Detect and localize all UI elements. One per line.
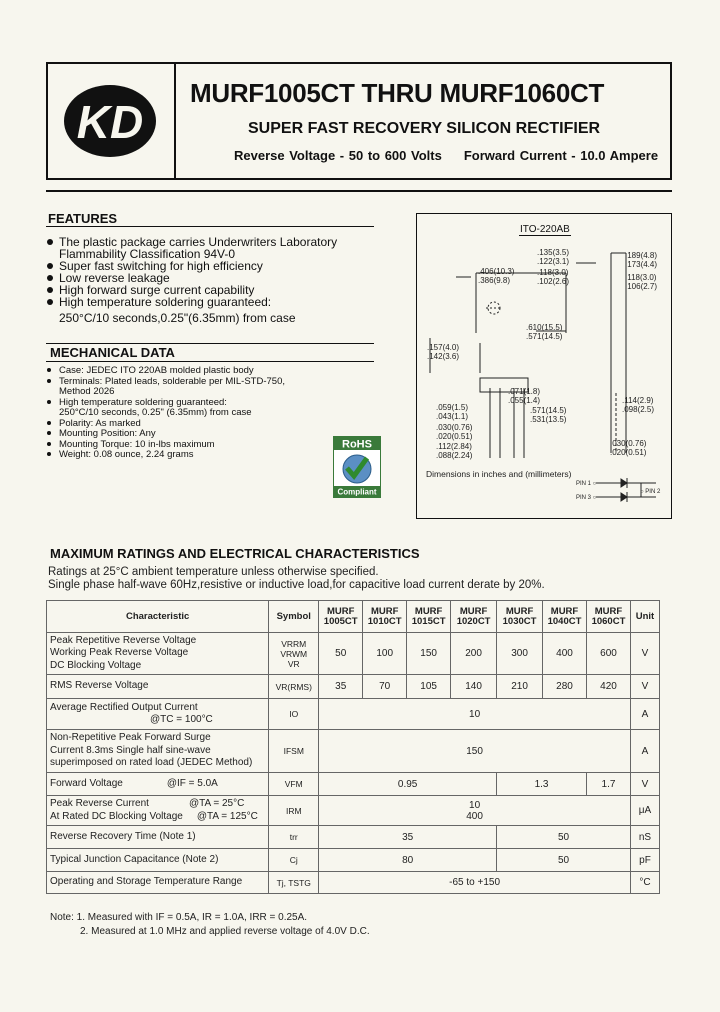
dim-label: .118(3.0) .106(2.7) [625, 273, 658, 291]
dim-label: .571(14.5) .531(13.5) [530, 406, 567, 424]
table-row: RMS Reverse Voltage VR(RMS) 35 70 105 140 210 280 420 V [47, 675, 660, 699]
mechanical-item: Mounting Torque: 10 in-lbs maximum [47, 440, 337, 451]
dim-label: .610(15.5) .571(14.5) [526, 323, 563, 341]
features-rule [46, 226, 374, 227]
ratings-conditions: Ratings at 25°C ambient temperature unless otherwise specified. Single phase half-wave 60Hz,resistive or inductive load,for capacitive load current derate by 20%. [48, 566, 545, 591]
header-divider [46, 190, 672, 192]
pin-label: PIN 3 ○ [576, 495, 597, 501]
logo-cell [48, 64, 176, 178]
dim-label: .030(0.76) .020(0.51) [610, 439, 647, 457]
col-part: MURF 1005CT [319, 601, 363, 633]
col-part: MURF 1030CT [497, 601, 543, 633]
kd-logo [48, 64, 174, 178]
ratings-title: MAXIMUM RATINGS AND ELECTRICAL CHARACTERISTICS [50, 546, 420, 561]
features-section [47, 236, 387, 328]
col-part: MURF 1040CT [543, 601, 587, 633]
dimensions-caption: Dimensions in inches and (millimeters) [426, 469, 572, 479]
dim-label: .071(1.8) .055(1.4) [508, 387, 541, 405]
table-row: Average Rectified Output Current @TC = 100°C IO 10 A [47, 699, 660, 730]
dim-label: .135(3.5) .122(3.1) [537, 248, 570, 266]
header-box [46, 62, 672, 180]
feature-item: High temperature soldering guaranteed: 250°C/10 seconds,0.25"(6.35mm) from case [47, 296, 387, 328]
col-part: MURF 1060CT [587, 601, 631, 633]
feature-item: High forward surge current capability [47, 284, 387, 296]
logo-text: KD [76, 96, 144, 148]
feature-item: The plastic package carries Underwriters Laboratory Flammability Classification 94V-0 [47, 236, 387, 260]
col-part: MURF 1015CT [407, 601, 451, 633]
headline-ratings [234, 148, 658, 163]
svg-text:Compliant: Compliant [337, 487, 377, 497]
mechanical-item: Weight: 0.08 ounce, 2.24 grams [47, 450, 337, 461]
reverse-voltage-range: Reverse Voltage - 50 to 600 Volts [234, 148, 442, 163]
dim-label: .189(4.8) .173(4.4) [625, 251, 658, 269]
table-row: Operating and Storage Temperature Range Tj, TSTG -65 to +150 °C [47, 872, 660, 894]
note-1: Note: 1. Measured with IF = 0.5A, IR = 1.0A, IRR = 0.25A. [50, 912, 308, 923]
note-2: 2. Measured at 1.0 MHz and applied reverse voltage of 4.0V D.C. [80, 926, 370, 937]
pin-label: ○ PIN 2 [640, 489, 661, 495]
table-row: Peak Reverse Current @TA = 25°C At Rated DC Blocking Voltage @TA = 125°C IRM 10 400 μA [47, 796, 660, 826]
col-characteristic: Characteristic [47, 601, 269, 633]
mechanical-section [47, 366, 337, 461]
features-title: FEATURES [48, 211, 118, 226]
col-part: MURF 1020CT [451, 601, 497, 633]
mechanical-item: Case: JEDEC ITO 220AB molded plastic body [47, 366, 337, 377]
col-symbol: Symbol [269, 601, 319, 633]
mechanical-rule-top [46, 343, 374, 344]
feature-item: Low reverse leakage [47, 272, 387, 284]
table-row: Forward Voltage @IF = 5.0A VFM 0.95 1.3 1.7 V [47, 773, 660, 796]
mechanical-title: MECHANICAL DATA [50, 345, 175, 360]
rohs-badge [333, 436, 381, 498]
mechanical-item: Polarity: As marked [47, 419, 337, 430]
dim-label: .059(1.5) .043(1.1) [436, 403, 469, 421]
package-name: ITO-220AB [520, 224, 570, 235]
col-unit: Unit [630, 601, 659, 633]
table-row: Non-Repetitive Peak Forward Surge Current 8.3ms Single half sine-wave superimposed on rated load (JEDEC Method) IFSM 150 A [47, 730, 660, 773]
document-title: MURF1005CT THRU MURF1060CT [190, 78, 605, 108]
svg-text:RoHS: RoHS [342, 438, 372, 451]
col-part: MURF 1010CT [363, 601, 407, 633]
dim-label: .406(10.3) .386(9.8) [478, 267, 515, 285]
dim-label: .118(3.0) .102(2.6) [537, 268, 570, 286]
dim-label: .030(0.76) .020(0.51) [436, 423, 473, 441]
feature-item: Super fast switching for high efficiency [47, 260, 387, 272]
mechanical-item: High temperature soldering guaranteed: 250°C/10 seconds, 0.25" (6.35mm) from case [47, 398, 337, 419]
mechanical-rule [46, 361, 374, 362]
table-row: Typical Junction Capacitance (Note 2) Cj 80 50 pF [47, 849, 660, 872]
dim-label: .157(4.0) .142(3.6) [427, 343, 460, 361]
forward-current-rating: Forward Current - 10.0 Ampere [463, 148, 659, 163]
table-row: Reverse Recovery Time (Note 1) trr 35 50 nS [47, 826, 660, 849]
mechanical-item: Mounting Position: Any [47, 429, 337, 440]
dim-label: .114(2.9) .098(2.5) [622, 396, 655, 414]
table-header-row [47, 601, 660, 633]
dim-label: .112(2.84) .088(2.24) [436, 442, 473, 460]
document-subtitle: SUPER FAST RECOVERY SILICON RECTIFIER [248, 120, 601, 137]
table-row: Peak Repetitive Reverse Voltage Working Peak Reverse Voltage DC Blocking Voltage VRRM VRWM VR 50 100 150 200 300 400 600 V [47, 633, 660, 675]
pin-label: PIN 1 ○ [576, 481, 597, 487]
ratings-table [46, 600, 660, 894]
mechanical-item: Terminals: Plated leads, solderable per MIL-STD-750, Method 2026 [47, 377, 337, 398]
